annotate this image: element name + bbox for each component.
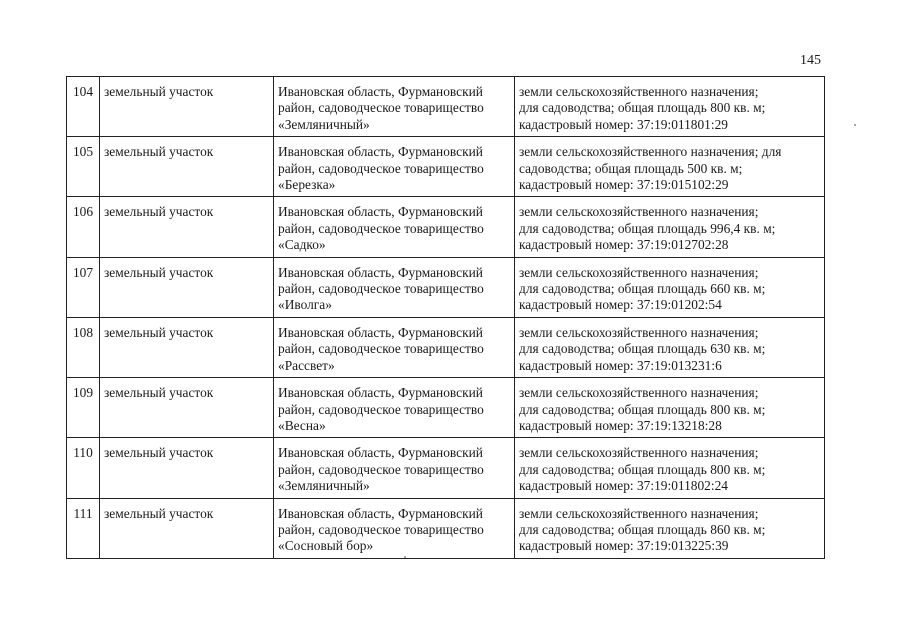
address-cell <box>274 197 515 257</box>
address-line: район, садоводческое товарищество <box>278 281 484 297</box>
object-type-cell: земельный участок <box>100 137 274 197</box>
description-line: земли сельскохозяйственного назначения; <box>519 324 759 340</box>
description-line: для садоводства; общая площадь 800 кв. м; <box>519 401 766 417</box>
description-line: кадастровый номер: 37:19:13218:28 <box>519 417 722 433</box>
address-line: «Березка» <box>278 177 336 193</box>
table-row <box>67 438 825 498</box>
object-type-cell: земельный участок <box>100 317 274 377</box>
object-type-cell: земельный участок <box>100 498 274 558</box>
address-line: Ивановская область, Фурмановский <box>278 204 483 220</box>
row-number-cell: 106 <box>67 197 100 257</box>
object-type-cell: земельный участок <box>100 197 274 257</box>
land-plots-table <box>66 76 825 559</box>
description-line: земли сельскохозяйственного назначения; <box>519 445 759 461</box>
description-cell <box>515 137 825 197</box>
description-cell <box>515 257 825 317</box>
description-cell <box>515 378 825 438</box>
page-number: 145 <box>800 53 821 68</box>
row-number-cell: 107 <box>67 257 100 317</box>
description-cell <box>515 498 825 558</box>
description-line: кадастровый номер: 37:19:013231:6 <box>519 357 722 373</box>
row-number-cell: 109 <box>67 378 100 438</box>
description-line: кадастровый номер: 37:19:012702:28 <box>519 237 729 253</box>
description-line: кадастровый номер: 37:19:015102:29 <box>519 177 729 193</box>
description-cell <box>515 317 825 377</box>
address-line: «Садко» <box>278 237 326 253</box>
address-line: «Иволга» <box>278 297 332 313</box>
row-number-cell: 110 <box>67 438 100 498</box>
address-line: «Рассвет» <box>278 357 335 373</box>
row-number-cell: 104 <box>67 77 100 137</box>
address-line: Ивановская область, Фурмановский <box>278 505 483 521</box>
description-line: земли сельскохозяйственного назначения; <box>519 505 759 521</box>
description-line: для садоводства; общая площадь 660 кв. м; <box>519 281 766 297</box>
table-body <box>67 77 825 559</box>
table-row <box>67 378 825 438</box>
table-row <box>67 257 825 317</box>
address-line: район, садоводческое товарищество <box>278 100 484 116</box>
description-line: земли сельскохозяйственного назначения; <box>519 385 759 401</box>
description-line: кадастровый номер: 37:19:01202:54 <box>519 297 722 313</box>
description-line: кадастровый номер: 37:19:011801:29 <box>519 116 728 132</box>
address-cell <box>274 77 515 137</box>
scan-speck <box>404 556 406 558</box>
description-line: земли сельскохозяйственного назначения; <box>519 204 759 220</box>
object-type-cell: земельный участок <box>100 378 274 438</box>
address-cell <box>274 498 515 558</box>
address-line: район, садоводческое товарищество <box>278 341 484 357</box>
address-line: «Земляничный» <box>278 478 370 494</box>
description-line: земли сельскохозяйственного назначения; для <box>519 144 782 160</box>
description-cell <box>515 438 825 498</box>
address-line: Ивановская область, Фурмановский <box>278 264 483 280</box>
address-line: Ивановская область, Фурмановский <box>278 445 483 461</box>
description-line: для садоводства; общая площадь 860 кв. м; <box>519 521 766 537</box>
object-type-cell: земельный участок <box>100 77 274 137</box>
table-row <box>67 197 825 257</box>
address-line: район, садоводческое товарищество <box>278 521 484 537</box>
object-type-cell: земельный участок <box>100 438 274 498</box>
address-line: «Весна» <box>278 417 326 433</box>
row-number-cell: 105 <box>67 137 100 197</box>
address-line: «Земляничный» <box>278 116 370 132</box>
object-type-cell: земельный участок <box>100 257 274 317</box>
address-cell <box>274 438 515 498</box>
table-row <box>67 317 825 377</box>
row-number-cell: 111 <box>67 498 100 558</box>
description-line: для садоводства; общая площадь 996,4 кв. м; <box>519 220 776 236</box>
table-row <box>67 137 825 197</box>
description-line: для садоводства; общая площадь 630 кв. м; <box>519 341 766 357</box>
scan-speck <box>854 124 856 126</box>
address-cell <box>274 317 515 377</box>
table-row <box>67 77 825 137</box>
description-line: кадастровый номер: 37:19:013225:39 <box>519 538 729 554</box>
address-line: район, садоводческое товарищество <box>278 160 484 176</box>
address-cell <box>274 257 515 317</box>
address-line: Ивановская область, Фурмановский <box>278 144 483 160</box>
address-cell <box>274 137 515 197</box>
address-line: район, садоводческое товарищество <box>278 220 484 236</box>
description-line: для садоводства; общая площадь 800 кв. м; <box>519 100 766 116</box>
address-line: Ивановская область, Фурмановский <box>278 324 483 340</box>
description-line: земли сельскохозяйственного назначения; <box>519 264 759 280</box>
description-line: земли сельскохозяйственного назначения; <box>519 84 759 99</box>
description-line: для садоводства; общая площадь 800 кв. м; <box>519 461 766 477</box>
description-cell <box>515 77 825 137</box>
address-line: «Сосновый бор» <box>278 538 374 554</box>
address-cell <box>274 378 515 438</box>
address-line: район, садоводческое товарищество <box>278 461 484 477</box>
description-line: кадастровый номер: 37:19:011802:24 <box>519 478 728 494</box>
description-line: садоводства; общая площадь 500 кв. м; <box>519 160 743 176</box>
address-line: район, садоводческое товарищество <box>278 401 484 417</box>
address-line: Ивановская область, Фурмановский <box>278 385 483 401</box>
description-cell <box>515 197 825 257</box>
table-row <box>67 498 825 558</box>
address-line: Ивановская область, Фурмановский <box>278 84 483 99</box>
row-number-cell: 108 <box>67 317 100 377</box>
